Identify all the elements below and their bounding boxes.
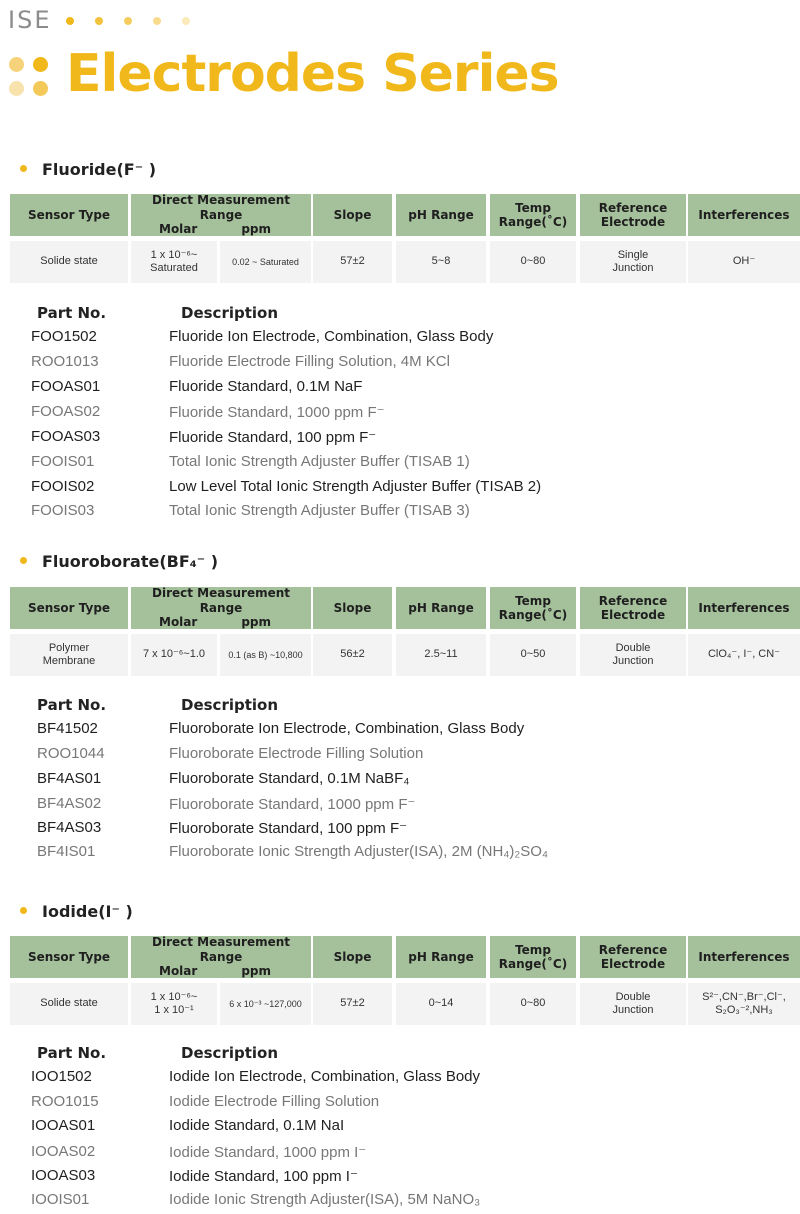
col-ph-range: pH Range bbox=[396, 194, 486, 236]
section-title-fluoride bbox=[20, 160, 156, 179]
cell-reference: Double Junction bbox=[580, 634, 686, 676]
list-item: FOOAS02 Fluoride Standard, 1000 ppm F⁻ bbox=[31, 403, 385, 421]
col-slope: Slope bbox=[313, 587, 392, 629]
list-item: FOOAS03 Fluoride Standard, 100 ppm F⁻ bbox=[31, 428, 377, 446]
col-reference-electrode: Reference Electrode bbox=[580, 936, 686, 978]
cell-reference: Double Junction bbox=[580, 983, 686, 1025]
list-item: ROO1044 Fluoroborate Electrode Filling Solution bbox=[37, 745, 424, 762]
col-direct-range: Direct Measurement Range Molar ppm bbox=[131, 587, 311, 629]
bullet-icon bbox=[20, 165, 27, 172]
col-reference-electrode: Reference Electrode bbox=[580, 194, 686, 236]
cell-molar: 1 x 10⁻⁶~ 1 x 10⁻¹ bbox=[131, 983, 217, 1025]
list-item: FOOIS01 Total Ionic Strength Adjuster Buffer (TISAB 1) bbox=[31, 453, 470, 470]
cell-reference: Single Junction bbox=[580, 241, 686, 283]
list-item: ROO1013 Fluoride Electrode Filling Solution, 4M KCl bbox=[31, 353, 450, 370]
cell-temp: 0~80 bbox=[490, 241, 576, 283]
col-temp-range: Temp Range(˚C) bbox=[490, 194, 576, 236]
section-title-text: Fluoroborate(BF₄⁻ ) bbox=[42, 552, 219, 571]
cell-ppm: 0.02 ~ Saturated bbox=[220, 241, 311, 283]
col-interferences: Interferences bbox=[688, 936, 800, 978]
parts-header-desc: Description bbox=[181, 696, 279, 714]
col-sensor-type: Sensor Type bbox=[10, 194, 128, 236]
parts-header-no: Part No. bbox=[37, 1044, 107, 1062]
list-item: FOOAS01 Fluoride Standard, 0.1M NaF bbox=[31, 378, 363, 395]
cell-ppm: 6 x 10⁻³ ~127,000 bbox=[220, 983, 311, 1025]
cell-interferences: OH⁻ bbox=[688, 241, 800, 283]
col-direct-range: Direct Measurement Range Molar ppm bbox=[131, 936, 311, 978]
cell-interferences: ClO₄⁻, I⁻, CN⁻ bbox=[688, 634, 800, 676]
page-title: Electrodes Series bbox=[66, 44, 559, 104]
col-sensor-type: Sensor Type bbox=[10, 587, 128, 629]
col-temp-range: Temp Range(˚C) bbox=[490, 936, 576, 978]
cell-sensor: Polymer Membrane bbox=[10, 634, 128, 676]
spec-table-fluoride bbox=[10, 194, 800, 283]
bullet-icon bbox=[20, 907, 27, 914]
cell-ph: 2.5~11 bbox=[396, 634, 486, 676]
cell-slope: 57±2 bbox=[313, 983, 392, 1025]
section-title-fluoroborate bbox=[20, 552, 218, 571]
col-ppm: ppm bbox=[241, 222, 271, 237]
list-item: IOOAS03 Iodide Standard, 100 ppm I⁻ bbox=[31, 1167, 358, 1185]
cell-ph: 5~8 bbox=[396, 241, 486, 283]
section-title-iodide bbox=[20, 902, 133, 921]
col-interferences: Interferences bbox=[688, 194, 800, 236]
section-title-text: Iodide(I⁻ ) bbox=[42, 902, 133, 921]
list-item: BF4AS02 Fluoroborate Standard, 1000 ppm F⁻ bbox=[37, 795, 416, 813]
cell-ppm: 0.1 (as B) ~10,800 bbox=[220, 634, 311, 676]
col-direct-range bbox=[131, 194, 311, 236]
list-item: FOOIS03 Total Ionic Strength Adjuster Buffer (TISAB 3) bbox=[31, 502, 470, 519]
cell-molar: 7 x 10⁻⁶~1.0 bbox=[131, 634, 217, 676]
cell-interferences: S²⁻,CN⁻,Br⁻,Cl⁻, S₂O₃⁻²,NH₃ bbox=[688, 983, 800, 1025]
col-ph-range: pH Range bbox=[396, 587, 486, 629]
parts-header-no: Part No. bbox=[37, 304, 107, 322]
list-item: IOOIS01 Iodide Ionic Strength Adjuster(ISA), 5M NaNO₃ bbox=[31, 1191, 481, 1208]
list-item: IOOAS02 Iodide Standard, 1000 ppm I⁻ bbox=[31, 1143, 367, 1161]
col-interferences: Interferences bbox=[688, 587, 800, 629]
parts-header-no: Part No. bbox=[37, 696, 107, 714]
cell-ph: 0~14 bbox=[396, 983, 486, 1025]
cell-slope: 57±2 bbox=[313, 241, 392, 283]
list-item: ROO1015 Iodide Electrode Filling Solution bbox=[31, 1093, 380, 1110]
col-ph-range: pH Range bbox=[396, 936, 486, 978]
col-molar: Molar bbox=[159, 222, 198, 237]
decor-dot-grid bbox=[9, 57, 53, 101]
col-slope: Slope bbox=[313, 936, 392, 978]
col-sensor-type: Sensor Type bbox=[10, 936, 128, 978]
col-slope: Slope bbox=[313, 194, 392, 236]
cell-slope: 56±2 bbox=[313, 634, 392, 676]
list-item: BF41502 Fluoroborate Ion Electrode, Combination, Glass Body bbox=[37, 720, 525, 737]
list-item: FOOIS02 Low Level Total Ionic Strength Adjuster Buffer (TISAB 2) bbox=[31, 478, 542, 495]
spec-table-iodide bbox=[10, 936, 800, 1025]
list-item: IOO1502 Iodide Ion Electrode, Combination, Glass Body bbox=[31, 1068, 481, 1085]
cell-molar: 1 x 10⁻⁶~ Saturated bbox=[131, 241, 217, 283]
col-reference-electrode: Reference Electrode bbox=[580, 587, 686, 629]
list-item: IOOAS01 Iodide Standard, 0.1M NaI bbox=[31, 1117, 345, 1134]
spec-table-fluoroborate bbox=[10, 587, 800, 676]
list-item: BF4IS01 Fluoroborate Ionic Strength Adjuster(ISA), 2M (NH₄)₂SO₄ bbox=[37, 843, 549, 860]
parts-header-desc: Description bbox=[181, 304, 279, 322]
parts-header-desc: Description bbox=[181, 1044, 279, 1062]
ise-label: ISE bbox=[8, 6, 52, 34]
section-title-text: Fluoride(F⁻ ) bbox=[42, 160, 157, 179]
col-temp-range: Temp Range(˚C) bbox=[490, 587, 576, 629]
cell-temp: 0~80 bbox=[490, 983, 576, 1025]
cell-temp: 0~50 bbox=[490, 634, 576, 676]
col-direct-range-label: Direct Measurement Range bbox=[152, 193, 290, 222]
cell-sensor: Solide state bbox=[10, 241, 128, 283]
list-item: FOO1502 Fluoride Ion Electrode, Combination, Glass Body bbox=[31, 328, 494, 345]
cell-sensor: Solide state bbox=[10, 983, 128, 1025]
list-item: BF4AS03 Fluoroborate Standard, 100 ppm F⁻ bbox=[37, 819, 408, 837]
list-item: BF4AS01 Fluoroborate Standard, 0.1M NaBF₄ bbox=[37, 770, 410, 787]
bullet-icon bbox=[20, 557, 27, 564]
